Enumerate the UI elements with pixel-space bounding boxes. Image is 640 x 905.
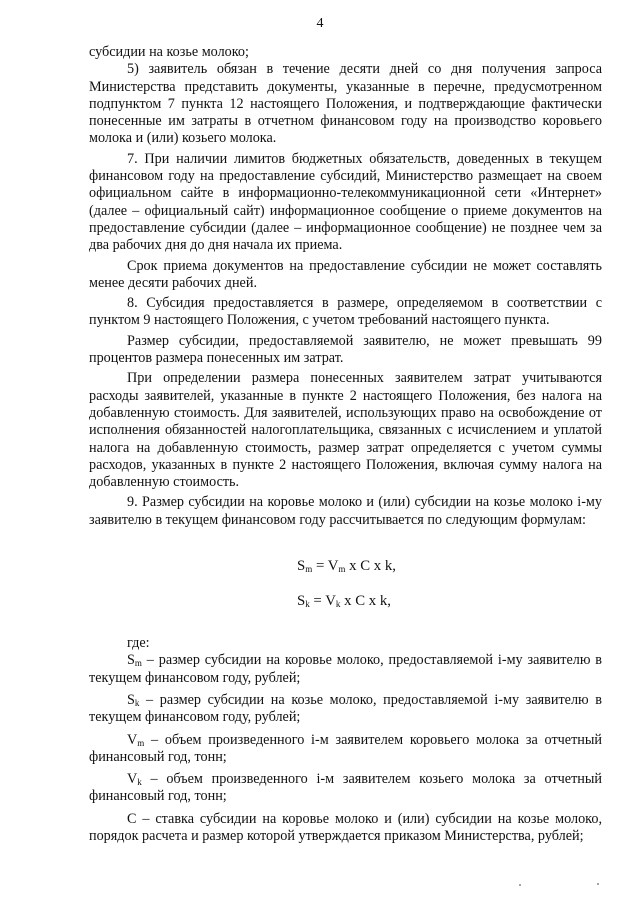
- definition-vm: [89, 732, 602, 767]
- paragraph-subitem-5: 5) заявитель обязан в течение десяти дней со дня получения запроса Министерства представить документы, указанные в перечне, предусмотренном подпунктом 7 пункта 12 настоящего Положения, и подтверждающие фактически понесенные им затраты в отчетном финансовом году на производство коровьего молока и (или) козьего молока.: [89, 61, 602, 147]
- formula-equals: = V: [309, 593, 336, 610]
- definition-sk: [89, 692, 602, 727]
- where-label: где:: [127, 635, 150, 652]
- formula-goat-milk: [89, 591, 602, 611]
- paragraph-item-9: 9. Размер субсидии на коровье молоко и (или) субсидии на козье молоко i-му заявителю в текущем финансовом году рассчитывается по следующим формулам:: [89, 494, 602, 528]
- paragraph-costs: При определении размера понесенных заявителем затрат учитываются расходы заявителей, указанные в пункте 2 настоящего Положения, без налога на добавленную стоимость. Для заявителей, использующих право на освобождение от исполнения обязанностей налогоплательщика, связанных с исчислением и уплатой налога на добавленную стоимость, размер затрат определяется с учетом суммы расходов, указанных в пункте 2 настоящего Положения, включая сумму налога на добавленную стоимость.: [89, 370, 602, 491]
- scan-speck: [597, 883, 599, 885]
- definition-text: – ставка субсидии на коровье молоко и (или) субсидии на козье молоко, порядок расчета и размер которой утверждается приказом Министерства, рублей;: [89, 810, 602, 844]
- definition-vk: [89, 771, 602, 806]
- paragraph-deadline: Срок приема документов на предоставление субсидии не может составлять менее десяти рабочих дней.: [89, 257, 602, 291]
- formula-symbol: S: [297, 593, 306, 610]
- formula-cow-milk: [89, 556, 602, 576]
- document-body: [89, 44, 602, 845]
- definition-subscript: m: [134, 658, 142, 669]
- definition-subscript: k: [137, 777, 142, 788]
- definition-text: – размер субсидии на козье молоко, предоставляемой i-му заявителю в текущем финансовом году, рублей;: [89, 691, 602, 726]
- paragraph-subsidy-limit: Размер субсидии, предоставляемой заявителю, не может превышать 99 процентов размера понесенных им затрат.: [89, 332, 602, 367]
- definition-subscript: k: [134, 697, 140, 708]
- definition-symbol: V: [127, 731, 138, 748]
- formula-subscript: m: [338, 564, 346, 575]
- definition-text: – объем произведенного i-м заявителем козьего молока за отчетный финансовый год, тонн;: [89, 771, 602, 805]
- formula-rest: x C x k,: [340, 593, 391, 610]
- definition-symbol: V: [127, 771, 138, 788]
- definition-symbol: S: [127, 652, 135, 669]
- paragraph-item-7: 7. При наличии лимитов бюджетных обязательств, доведенных в текущем финансовом году на предоставление субсидий, Министерство размещает на своем официальном сайте в информационно-телекоммуникационной сети «Интернет» (далее – официальный сайт) информационное сообщение о приеме документов на предоставление субсидии (далее – информационное сообщение) не позднее чем за два рабочих дня до дня начала их приема.: [89, 150, 602, 254]
- definition-text: – объем произведенного i-м заявителем коровьего молока за отчетный финансовый год, тонн;: [89, 731, 602, 765]
- scan-speck: [519, 884, 521, 886]
- formula-subscript: k: [305, 599, 310, 610]
- paragraph-continuation: субсидии на козье молоко;: [89, 44, 249, 60]
- definition-c: [89, 811, 602, 846]
- definition-text: – размер субсидии на коровье молоко, предоставляемой i-му заявителю в текущем финансовом году, рублей;: [89, 652, 602, 686]
- paragraph-item-8: 8. Субсидия предоставляется в размере, определяемом в соответствии с пунктом 9 настоящего Положения, с учетом требований настоящего пункта.: [89, 295, 602, 329]
- definition-symbol: C: [127, 810, 137, 827]
- formula-symbol: S: [297, 558, 306, 575]
- definition-symbol: S: [127, 691, 135, 708]
- formula-subscript: m: [305, 564, 313, 575]
- page-number: 4: [316, 16, 324, 31]
- formula-rest: x C x k,: [345, 558, 396, 575]
- definition-subscript: m: [137, 737, 145, 748]
- formula-subscript: k: [335, 599, 341, 610]
- formula-equals: = V: [312, 558, 339, 575]
- definition-sm: [89, 652, 602, 687]
